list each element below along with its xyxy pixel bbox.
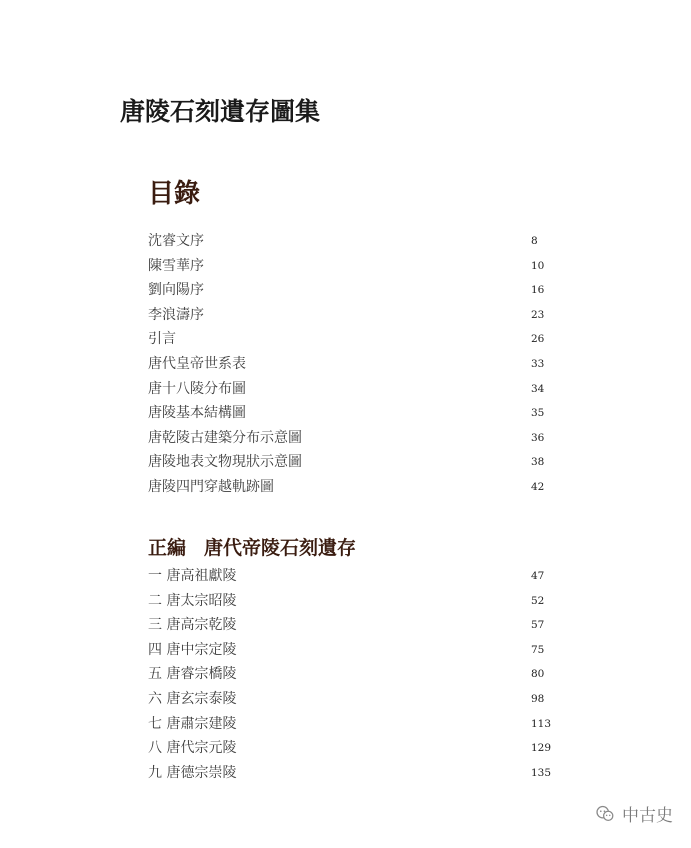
toc-entry <box>148 736 552 761</box>
toc-entry-title: 七 唐肅宗建陵 <box>148 715 237 732</box>
toc-entry <box>148 229 548 254</box>
toc-entry <box>148 564 548 589</box>
toc-entry <box>148 401 548 426</box>
toc-entry-title: 九 唐德宗崇陵 <box>148 764 237 781</box>
watermark-text: 中古史 <box>622 806 673 826</box>
toc-entry-title: 五 唐睿宗橋陵 <box>148 666 237 683</box>
toc-entry <box>148 687 548 712</box>
toc-entry-page-number: 34 <box>531 382 545 395</box>
section-heading <box>148 533 356 560</box>
toc-entry <box>148 475 548 500</box>
toc-entry-title: 唐代皇帝世系表 <box>148 355 246 372</box>
toc-entry-title: 引言 <box>148 331 176 348</box>
toc-entry-page-number: 98 <box>531 692 545 705</box>
toc-heading: 目錄 <box>148 179 201 209</box>
toc-entry-page-number: 113 <box>531 717 552 730</box>
toc-entry-title: 沈睿文序 <box>148 233 204 249</box>
toc-entry-title: 四 唐中宗定陵 <box>148 641 237 658</box>
toc-entry-page-number: 16 <box>531 284 545 297</box>
toc-entry-page-number: 10 <box>531 259 545 272</box>
section-label: 正編 <box>148 537 187 559</box>
toc-entry-page-number: 23 <box>531 308 545 321</box>
toc-entry-page-number: 47 <box>531 570 545 582</box>
watermark <box>594 801 673 826</box>
toc-entry-title: 三 唐高宗乾陵 <box>148 617 237 634</box>
toc-entry-title: 劉向陽序 <box>148 282 204 299</box>
wechat-icon <box>594 803 616 825</box>
toc-entry-title: 一 唐高祖獻陵 <box>148 568 237 584</box>
main-section-list <box>148 564 552 785</box>
book-title: 唐陵石刻遺存圖集 <box>120 97 321 126</box>
toc-entry <box>148 303 548 328</box>
toc-entry-title: 唐十八陵分布圖 <box>148 380 246 397</box>
toc-entry-page-number: 80 <box>531 668 545 681</box>
toc-entry-page-number: 8 <box>531 235 538 247</box>
toc-entry-page-number: 52 <box>531 594 545 607</box>
section-title: 唐代帝陵石刻遺存 <box>204 537 357 559</box>
front-matter-list <box>148 229 548 500</box>
toc-entry <box>148 613 548 638</box>
toc-entry-page-number: 38 <box>531 456 545 469</box>
toc-entry <box>148 327 548 352</box>
toc-entry-page-number: 33 <box>531 357 545 370</box>
toc-entry-title: 六 唐玄宗泰陵 <box>148 690 237 707</box>
toc-entry <box>148 352 548 377</box>
toc-entry <box>148 589 548 614</box>
toc-entry-title: 唐陵地表文物現狀示意圖 <box>148 454 302 471</box>
toc-entry-title: 唐陵基本結構圖 <box>148 405 246 422</box>
toc-entry <box>148 638 548 663</box>
toc-entry-page-number: 35 <box>531 407 545 420</box>
toc-entry <box>148 662 548 687</box>
toc-entry-page-number: 36 <box>531 431 545 444</box>
toc-entry-page-number: 26 <box>531 333 545 346</box>
toc-entry-page-number: 57 <box>531 619 545 632</box>
toc-entry-page-number: 135 <box>531 766 552 779</box>
toc-entry-title: 李浪濤序 <box>148 306 204 323</box>
toc-entry-title: 八 唐代宗元陵 <box>148 740 237 757</box>
toc-entry-title: 唐陵四門穿越軌跡圖 <box>148 478 274 495</box>
toc-entry <box>148 426 548 451</box>
toc-entry-title: 陳雪華序 <box>148 257 204 274</box>
toc-entry-title: 二 唐太宗昭陵 <box>148 592 237 609</box>
toc-entry-page-number: 129 <box>531 742 552 755</box>
toc-entry-title: 唐乾陵古建築分布示意圖 <box>148 429 302 446</box>
toc-entry <box>148 450 548 475</box>
toc-entry <box>148 377 548 402</box>
toc-entry <box>148 278 548 303</box>
toc-entry-page-number: 75 <box>531 643 545 656</box>
toc-entry <box>148 761 552 786</box>
toc-entry <box>148 254 548 279</box>
toc-entry-page-number: 42 <box>531 480 545 493</box>
toc-entry <box>148 712 552 737</box>
